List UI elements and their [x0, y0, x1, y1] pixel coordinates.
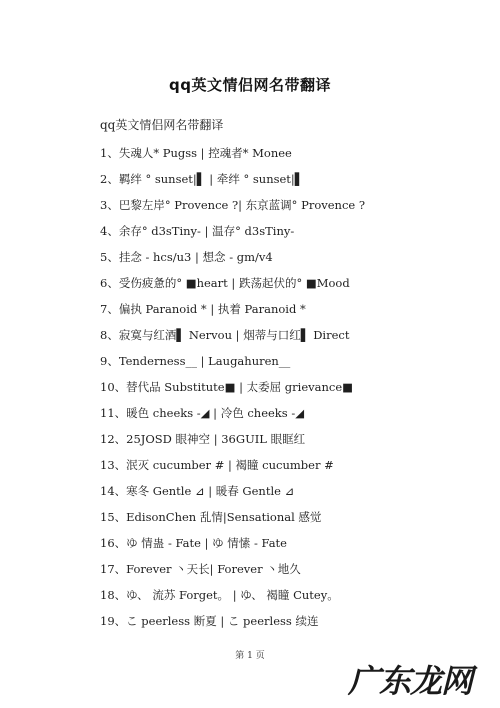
- list-item: 12、25JOSD 眼神空 | 36GUIL 眼眶红: [100, 432, 306, 446]
- site-watermark-logo: 广东龙网: [347, 662, 472, 700]
- list-item: 11、暖色 cheeks -◢ | 冷色 cheeks -◢: [100, 406, 305, 420]
- list-item: 9、Tenderness__ | Laugahuren__: [100, 354, 291, 368]
- list-item: 13、泯灭 cucumber # | 褐瞳 cucumber #: [100, 458, 334, 472]
- list-item: 3、巴黎左岸° Provence ?| 东京蓝调° Provence ?: [100, 198, 366, 212]
- list-item: 4、余存° d3sTiny- | 温存° d3sTiny-: [100, 224, 295, 238]
- subtitle: qq英文情侣网名带翻译: [100, 118, 224, 132]
- list-item: 15、EdisonChen 乱情|Sensational 感觉: [100, 510, 322, 524]
- list-item: 2、羁绊 ° sunset|▌ | 牵绊 ° sunset|▌: [100, 172, 304, 186]
- list-item: 10、替代品 Substitute■ | 太委屈 grievance■: [100, 380, 354, 394]
- list-item: 5、挂念 - hcs/u3 | 想念 - gm/v4: [100, 250, 273, 264]
- list-item: 19、こ peerless 断夏 | こ peerless 续连: [100, 614, 319, 628]
- list-item: 18、ゆ、 流苏 Forget。 | ゆ、 褐瞳 Cutey。: [100, 588, 339, 602]
- name-list: [100, 140, 365, 634]
- list-item: 17、Forever 丶天长| Forever 丶地久: [100, 562, 301, 576]
- page-title: qq英文情侣网名带翻译: [169, 76, 331, 94]
- page-number: 第 1 页: [235, 651, 265, 661]
- list-item: 1、失魂人* Pugss | 控魂者* Monee: [100, 146, 292, 160]
- list-item: 8、寂寞与红酒▌ Nervou | 烟蒂与口红▌ Direct: [100, 328, 350, 342]
- list-item: 14、寒冬 Gentle ⊿ | 暖春 Gentle ⊿: [100, 484, 295, 498]
- list-item: 16、ゆ 情蛊 - Fate | ゆ 情愫 - Fate: [100, 536, 287, 550]
- list-item: 6、受伤疲惫的° ■heart | 跌荡起伏的° ■Mood: [100, 276, 350, 290]
- list-item: 7、偏执 Paranoid * | 执着 Paranoid *: [100, 302, 306, 316]
